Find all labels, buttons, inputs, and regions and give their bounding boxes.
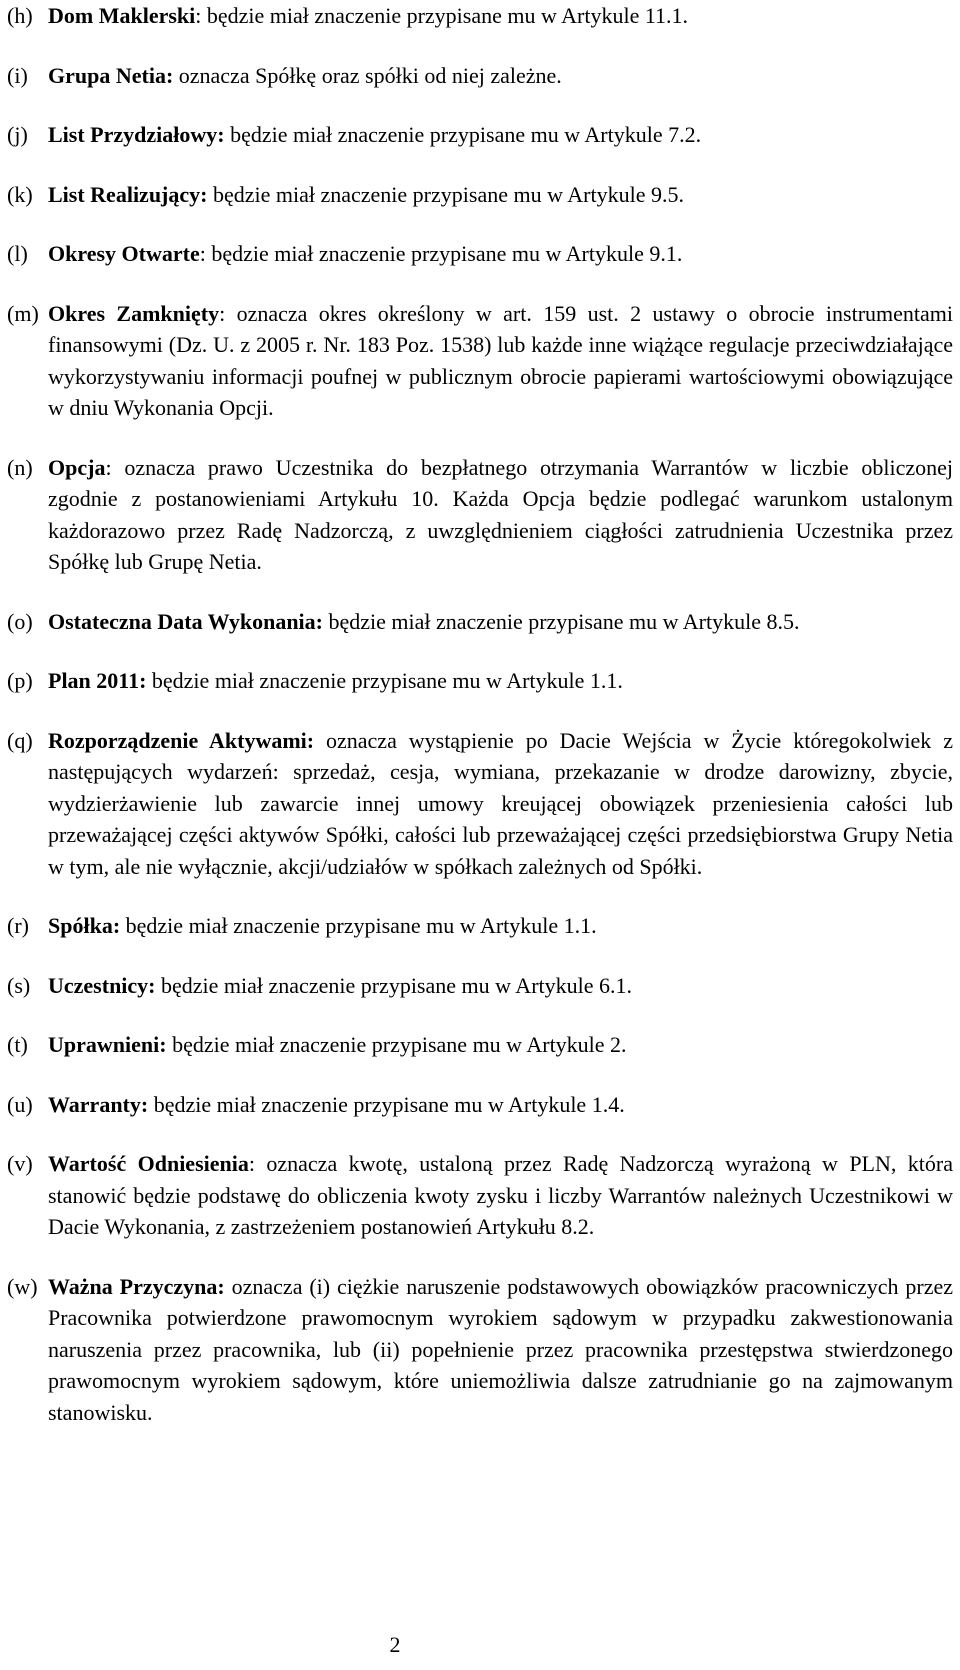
- definition-l: [7, 238, 957, 270]
- definition-body: [48, 725, 957, 883]
- definition-body: [48, 179, 957, 211]
- definition-text: : oznacza okres określony w art. 159 ust. 2 ustawy o obrocie instrumentami finansowymi (Dz. U. z 2005 r. Nr. 183 Poz. 1538) lub każde inne wiążące regulacje przeciwdziałające wykorzystywaniu informacji poufnej w publicznym obrocie papierami wartościowymi obowiązujące w dniu Wykonania Opcji.: [48, 300, 953, 420]
- definition-text: będzie miał znaczenie przypisane mu w Artykule 1.1.: [146, 668, 623, 693]
- definition-q: [7, 725, 957, 883]
- definition-o: [7, 606, 957, 638]
- definition-text: będzie miał znaczenie przypisane mu w Artykule 6.1.: [155, 972, 633, 998]
- definition-text: będzie miał znaczenie przypisane mu w Artykule 9.5.: [207, 181, 684, 207]
- definition-r: [7, 910, 957, 942]
- definition-k: [7, 179, 957, 211]
- definition-term: Plan 2011:: [48, 668, 147, 693]
- definition-label: (q): [7, 727, 33, 753]
- definition-m: [7, 298, 957, 424]
- definition-label: (t): [7, 1032, 28, 1057]
- page-number: 2: [389, 1632, 401, 1657]
- definition-label: (s): [7, 972, 31, 998]
- definition-term: Opcja: [48, 454, 106, 480]
- definition-body: [48, 1029, 957, 1061]
- definition-label: (h): [7, 3, 33, 28]
- definition-label: (p): [7, 668, 33, 693]
- definition-body: [48, 970, 957, 1002]
- definition-body: [48, 119, 957, 151]
- definition-term: Grupa Netia:: [48, 62, 174, 88]
- definition-text: : będzie miał znaczenie przypisane mu w Artykule 11.1.: [195, 3, 689, 28]
- definition-term: Ważna Przyczyna:: [48, 1273, 225, 1299]
- definition-label: (l): [7, 241, 28, 266]
- definition-body: [48, 452, 957, 578]
- definition-w: [7, 1271, 957, 1429]
- definition-body: [48, 1148, 957, 1243]
- definition-body: [48, 1089, 957, 1121]
- definition-t: [7, 1029, 957, 1061]
- definition-body: [48, 1271, 957, 1429]
- definition-text: będzie miał znaczenie przypisane mu w Artykule 7.2.: [224, 122, 702, 147]
- definition-term: Warranty:: [48, 1091, 149, 1117]
- definition-text: będzie miał znaczenie przypisane mu w Artykule 1.1.: [120, 913, 597, 938]
- definitions-list: [7, 0, 957, 1456]
- definition-text: będzie miał znaczenie przypisane mu w Artykule 2.: [166, 1032, 627, 1057]
- definition-u: [7, 1089, 957, 1121]
- definition-body: [48, 238, 957, 270]
- definition-i: [7, 60, 957, 92]
- definition-term: Okresy Otwarte: [48, 241, 200, 266]
- definition-text: oznacza Spółkę oraz spółki od niej zależne.: [173, 62, 562, 88]
- definition-p: [7, 665, 957, 697]
- definition-body: [48, 606, 957, 638]
- definition-label: (j): [7, 122, 28, 147]
- definition-v: [7, 1148, 957, 1243]
- definition-label: (u): [7, 1091, 33, 1117]
- definition-term: List Realizujący:: [48, 181, 208, 207]
- definition-n: [7, 452, 957, 578]
- definition-label: (r): [7, 913, 29, 938]
- definition-label: (w): [7, 1273, 38, 1299]
- definition-term: Dom Maklerski: [48, 3, 196, 28]
- definition-text: oznacza wystąpienie po Dacie Wejścia w Życie któregokolwiek z następujących wydarzeń: sprzedaż, cesja, wymiana, przekazanie w drodze darowizny, zbycie, wydzierżawienie lub zawarcie innej umowy kreującej obowiązek przeniesienia całości lub przeważającej części aktywów Spółki, całości lub przeważającej części przedsiębiorstwa Grupy Netia w tym, ale nie wyłącznie, akcji/udziałów w spółkach zależnych od Spółki.: [48, 727, 953, 879]
- definition-body: [48, 665, 957, 697]
- definition-body: [48, 298, 957, 424]
- definition-h: [7, 0, 957, 32]
- definition-body: [48, 60, 957, 92]
- definition-label: (v): [7, 1151, 33, 1176]
- definition-text: będzie miał znaczenie przypisane mu w Artykule 1.4.: [148, 1091, 625, 1117]
- definition-term: List Przydziałowy:: [48, 122, 225, 147]
- definition-label: (i): [7, 62, 28, 88]
- definition-body: [48, 910, 957, 942]
- definition-term: Ostateczna Data Wykonania:: [48, 608, 323, 634]
- definition-body: [48, 0, 957, 32]
- definition-text: : oznacza kwotę, ustaloną przez Radę Nadzorczą wyrażoną w PLN, która stanowić będzie podstawę do obliczenia kwoty zysku i liczby Warrantów należnych Uczestnikowi w Dacie Wykonania, z zastrzeżeniem postanowień Artykułu 8.2.: [48, 1151, 953, 1239]
- definition-text: będzie miał znaczenie przypisane mu w Artykule 8.5.: [323, 608, 800, 634]
- definition-term: Rozporządzenie Aktywami:: [48, 727, 315, 753]
- definition-label: (o): [7, 608, 33, 634]
- definition-j: [7, 119, 957, 151]
- definition-text: : oznacza prawo Uczestnika do bezpłatnego otrzymania Warrantów w liczbie obliczonej zgodnie z postanowieniami Artykułu 10. Każda Opcja będzie podlegać warunkom ustalonym każdorazowo przez Radę Nadzorczą, z uwzględnieniem ciągłości zatrudnienia Uczestnika przez Spółkę lub Grupę Netia.: [48, 454, 953, 574]
- definition-s: [7, 970, 957, 1002]
- definition-label: (k): [7, 181, 33, 207]
- definition-label: (n): [7, 454, 33, 480]
- definition-text: : będzie miał znaczenie przypisane mu w Artykule 9.1.: [199, 241, 683, 266]
- definition-label: (m): [7, 300, 39, 326]
- definition-term: Uprawnieni:: [48, 1032, 167, 1057]
- definition-term: Spółka:: [48, 913, 121, 938]
- definition-term: Okres Zamknięty: [48, 300, 220, 326]
- definition-text: oznacza (i) ciężkie naruszenie podstawowych obowiązków pracowniczych przez Pracownika potwierdzone prawomocnym wyrokiem sądowym w przypadku zakwestionowania naruszenia przez pracownika, lub (ii) popełnienie przez pracownika przestępstwa stwierdzonego prawomocnym wyrokiem sądowym, które uniemożliwia dalsze zatrudnianie go na zajmowanym stanowisku.: [48, 1273, 953, 1425]
- definition-term: Uczestnicy:: [48, 972, 156, 998]
- definition-term: Wartość Odniesienia: [48, 1151, 249, 1176]
